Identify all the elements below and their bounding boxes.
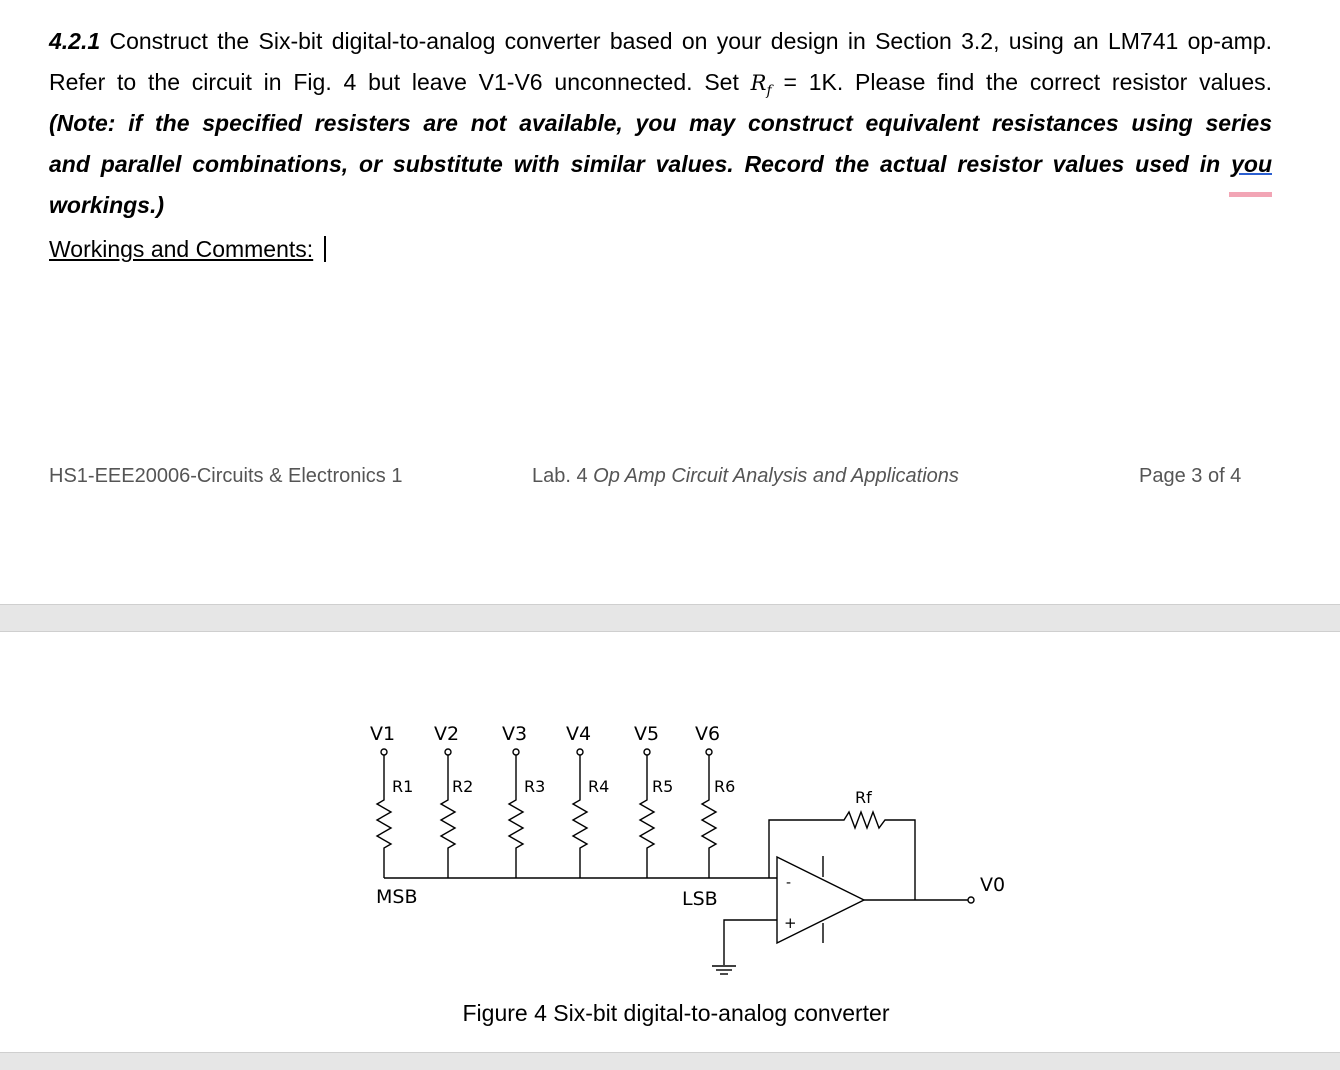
instruction-paragraph[interactable] (49, 21, 1272, 226)
input-label-v1: V1 (370, 723, 396, 745)
para-line-1: 4.2.1 Construct the Six-bit digital-to-analog converter based on your design in Section 3.2, using an LM741 op-amp. (49, 28, 1272, 54)
page-break-gap-bottom (0, 1052, 1340, 1070)
lsb-label: LSB (682, 888, 718, 910)
spellcheck-marker (1229, 192, 1272, 197)
note-line-3: workings.) (49, 192, 165, 218)
branch-v1 (377, 749, 391, 878)
note-line-2: and parallel combinations, or substitute with similar values. Record the actual resistor values used in you (49, 151, 1272, 177)
dac-circuit-diagram (340, 700, 1030, 985)
input-label-v6: V6 (695, 723, 721, 745)
input-label-v2: V2 (434, 723, 460, 745)
workings-label: Workings and Comments: (49, 236, 314, 262)
branch-v3 (509, 749, 523, 878)
footer-page-number: Page 3 of 4 (1139, 465, 1242, 487)
input-label-v3: V3 (502, 723, 528, 745)
resistor-label-r5: R5 (652, 777, 674, 796)
feedback-resistor-label: Rf (855, 788, 872, 807)
resistor-label-r1: R1 (392, 777, 414, 796)
figure-caption: Figure 4 Six-bit digital-to-analog converter (462, 1000, 890, 1026)
noninverting-input-label: + (784, 914, 797, 932)
resistor-label-r6: R6 (714, 777, 736, 796)
note-line-1: (Note: if the specified resisters are not available, you may construct equivalent resistances using series (49, 110, 1272, 136)
resistor-label-r4: R4 (588, 777, 610, 796)
output-label: V0 (980, 874, 1006, 896)
resistor-label-r2: R2 (452, 777, 474, 796)
output-terminal (968, 897, 974, 903)
section-number: 4.2.1 (49, 28, 101, 54)
branch-v5 (640, 749, 654, 878)
text-cursor (324, 236, 326, 262)
input-label-v5: V5 (634, 723, 660, 745)
ground-wire (724, 920, 777, 965)
input-label-v4: V4 (566, 723, 592, 745)
footer-lab-title: Lab. 4 Op Amp Circuit Analysis and Applications (532, 465, 959, 487)
branch-v4 (573, 749, 587, 878)
spellcheck-flagged-word[interactable]: you (1231, 151, 1272, 177)
branch-v2 (441, 749, 455, 878)
workings-field[interactable] (49, 230, 326, 268)
inverting-input-label: - (786, 875, 792, 891)
branch-v6 (702, 749, 716, 878)
page-break-gap (0, 604, 1340, 632)
footer-course: HS1-EEE20006-Circuits & Electronics 1 (49, 465, 403, 487)
rf-symbol: $R_f$ (750, 71, 772, 100)
resistor-label-r3: R3 (524, 777, 546, 796)
msb-label: MSB (376, 886, 418, 908)
para-line-2: Refer to the circuit in Fig. 4 but leave V1-V6 unconnected. Set $R_f = 1K$. Please find the correct resistor values. (49, 69, 1273, 100)
